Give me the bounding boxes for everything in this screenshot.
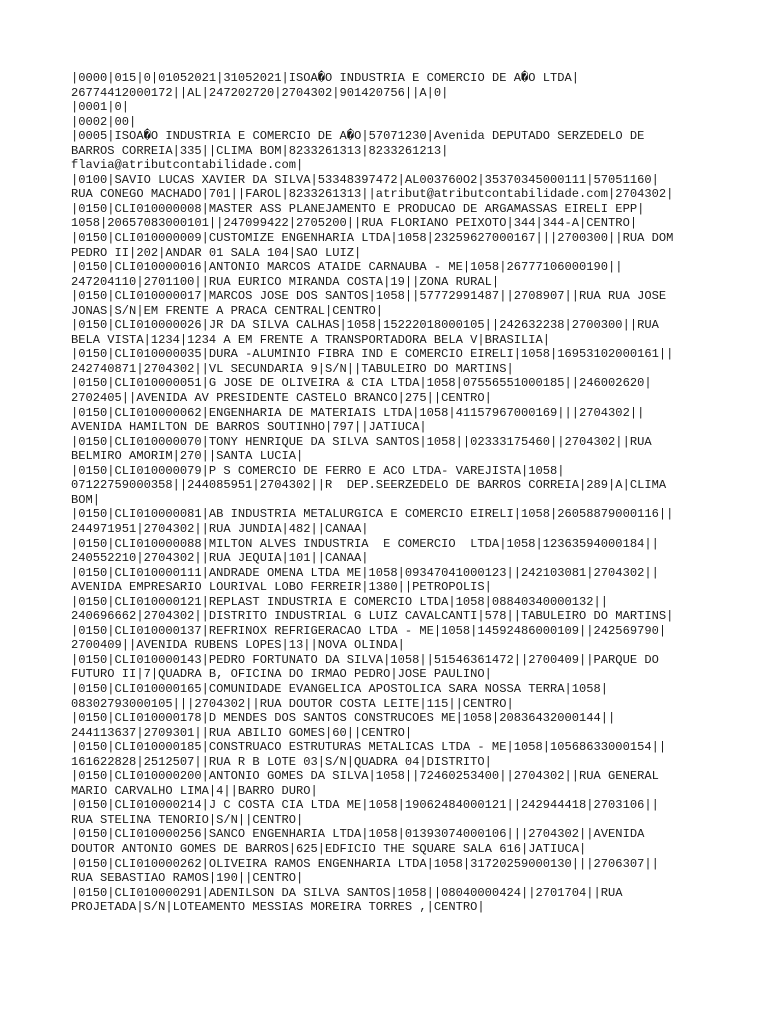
text-line: |0100|SAVIO LUCAS XAVIER DA SILVA|53348397472|AL003760O2|35370345000111|57051160|	[71, 172, 659, 187]
text-line: RUA STELINA TENORIO|S/N||CENTRO|	[71, 812, 304, 827]
text-line: |0150|CLI010000137|REFRINOX REFRIGERACAO LTDA - ME|1058|14592486000109||242569790|	[71, 623, 667, 638]
text-line: |0150|CLI010000009|CUSTOMIZE ENGENHARIA LTDA|1058|23259627000167|||2700300||RUA DOM	[71, 231, 674, 246]
text-line: |0002|00|	[71, 114, 137, 129]
text-line: 08302793000105|||2704302||RUA DOUTOR COSTA LEITE|115||CENTRO|	[71, 696, 514, 711]
text-line: 240696662|2704302||DISTRITO INDUSTRIAL G LUIZ CAVALCANTI|578||TABULEIRO DO MARTINS|	[71, 609, 674, 624]
text-line: |0150|CLI010000185|CONSTRUACO ESTRUTURAS METALICAS LTDA - ME|1058|10568633000154||	[71, 740, 667, 755]
text-line: |0150|CLI010000051|G JOSE DE OLIVEIRA & CIA LTDA|1058|07556551000185||246002620|	[71, 376, 652, 391]
text-line: |0150|CLI010000070|TONY HENRIQUE DA SILVA SANTOS|1058||02333175460||2704302||RUA	[71, 434, 652, 449]
text-line: 244971951|2704302||RUA JUNDIA|482||CANAA|	[71, 521, 369, 536]
text-line: |0150|CLI010000143|PEDRO FORTUNATO DA SILVA|1058||51546361472||2700409||PARQUE DO	[71, 652, 659, 667]
text-line: BELMIRO AMORIM|270||SANTA LUCIA|	[71, 449, 304, 464]
text-line: RUA CONEGO MACHADO|701||FAROL|8233261313||atribut@atributcontabilidade.com|2704302|	[71, 187, 674, 202]
text-line: |0150|CLI010000121|REPLAST INDUSTRIA E COMERCIO LTDA|1058|08840340000132||	[71, 594, 609, 609]
text-line: 244113637|2709301||RUA ABILIO GOMES|60||CENTRO|	[71, 725, 413, 740]
text-line: |0150|CLI010000026|JR DA SILVA CALHAS|1058|15222018000105||242632238|2700300||RUA	[71, 318, 659, 333]
text-line: 1058|20657083000101||247099422|2705200||RUA FLORIANO PEIXOTO|344|344-A|CENTRO|	[71, 216, 638, 231]
text-line: flavia@atributcontabilidade.com|	[71, 158, 304, 173]
text-line: MARIO CARVALHO LIMA|4||BARRO DURO|	[71, 783, 318, 798]
text-line: PROJETADA|S/N|LOTEAMENTO MESSIAS MOREIRA TORRES ,|CENTRO|	[71, 900, 485, 915]
text-line: |0000|015|0|01052021|31052021|ISOA�O INDUSTRIA E COMERCIO DE A�O LTDA|	[71, 71, 580, 85]
text-line: |0150|CLI010000291|ADENILSON DA SILVA SANTOS|1058||08040000424||2701704||RUA	[71, 885, 623, 900]
text-line: |0150|CLI010000111|ANDRADE OMENA LTDA ME|1058|09347041000123||242103081|2704302||	[71, 565, 659, 580]
text-line: BOM|	[71, 492, 101, 507]
text-line: 07122759000358||244085951|2704302||R DEP.SEERZEDELO DE BARROS CORREIA|289|A|CLIMA	[71, 478, 667, 493]
text-line: |0150|CLI010000088|MILTON ALVES INDUSTRIA E COMERCIO LTDA|1058|12363594000184||	[71, 536, 659, 551]
text-line: DOUTOR ANTONIO GOMES DE BARROS|625|EDFICIO THE SQUARE SALA 616|JATIUCA|	[71, 841, 587, 856]
text-line: 247204110|2701100||RUA EURICO MIRANDA COSTA|19||ZONA RURAL|	[71, 274, 500, 289]
text-line: 240552210|2704302||RUA JEQUIA|101||CANAA|	[71, 551, 369, 566]
sped-text-block	[71, 71, 711, 915]
text-line: |0150|CLI010000079|P S COMERCIO DE FERRO E ACO LTDA- VAREJISTA|1058|	[71, 463, 565, 478]
text-line: |0150|CLI010000165|COMUNIDADE EVANGELICA APOSTOLICA SARA NOSSA TERRA|1058|	[71, 681, 609, 696]
text-line: |0150|CLI010000262|OLIVEIRA RAMOS ENGENHARIA LTDA|1058|31720259000130|||2706307||	[71, 856, 659, 871]
text-line: RUA SEBASTIAO RAMOS|190||CENTRO|	[71, 871, 304, 886]
text-line: FUTURO II|7|QUADRA B, OFICINA DO IRMAO PEDRO|JOSE PAULINO|	[71, 667, 492, 682]
text-line: |0150|CLI010000035|DURA -ALUMINIO FIBRA IND E COMERCIO EIRELI|1058|16953102000161||	[71, 347, 674, 362]
text-line: 2700409||AVENIDA RUBENS LOPES|13||NOVA OLINDA|	[71, 638, 405, 653]
text-line: |0150|CLI010000178|D MENDES DOS SANTOS CONSTRUCOES ME|1058|20836432000144||	[71, 711, 616, 726]
text-line: |0005|ISOA�O INDUSTRIA E COMERCIO DE A�O|57071230|Avenida DEPUTADO SERZEDELO DE	[71, 129, 645, 144]
text-line: 2702405||AVENIDA AV PRESIDENTE CASTELO BRANCO|275||CENTRO|	[71, 391, 492, 406]
text-line: AVENIDA HAMILTON DE BARROS SOUTINHO|797||JATIUCA|	[71, 420, 427, 435]
text-line: |0150|CLI010000200|ANTONIO GOMES DA SILVA|1058||72460253400||2704302||RUA GENERAL	[71, 769, 659, 784]
text-line: |0150|CLI010000008|MASTER ASS PLANEJAMENTO E PRODUCAO DE ARGAMASSAS EIRELI EPP|	[71, 201, 645, 216]
text-line: |0150|CLI010000062|ENGENHARIA DE MATERIAIS LTDA|1058|41157967000169|||2704302||	[71, 405, 645, 420]
text-line: 161622828|2512507||RUA R B LOTE 03|S/N|QUADRA 04|DISTRITO|	[71, 754, 492, 769]
text-line: |0150|CLI010000081|AB INDUSTRIA METALURGICA E COMERCIO EIRELI|1058|26058879000116||	[71, 507, 674, 522]
text-line: PEDRO II|202|ANDAR 01 SALA 104|SAO LUIZ|	[71, 245, 362, 260]
text-line: |0001|0|	[71, 100, 130, 115]
text-line: JONAS|S/N|EM FRENTE A PRACA CENTRAL|CENTRO|	[71, 303, 384, 318]
text-line: AVENIDA EMPRESARIO LOURIVAL LOBO FERREIR|1380||PETROPOLIS|	[71, 580, 492, 595]
text-line: |0150|CLI010000214|J C COSTA CIA LTDA ME|1058|19062484000121||242944418|2703106||	[71, 798, 659, 813]
text-line: BELA VISTA|1234|1234 A EM FRENTE A TRANSPORTADORA BELA V|BRASILIA|	[71, 332, 550, 347]
text-line: 242740871|2704302||VL SECUNDARIA 9|S/N||TABULEIRO DO MARTINS|	[71, 361, 514, 376]
text-line: |0150|CLI010000016|ANTONIO MARCOS ATAIDE CARNAUBA - ME|1058|26777106000190||	[71, 260, 623, 275]
text-line: 26774412000172||AL|247202720|2704302|901420756||A|0|	[71, 85, 449, 100]
text-line: |0150|CLI010000256|SANCO ENGENHARIA LTDA|1058|01393074000106|||2704302||AVENIDA	[71, 827, 645, 842]
text-line: |0150|CLI010000017|MARCOS JOSE DOS SANTOS|1058||57772991487||2708907||RUA RUA JOSE	[71, 289, 667, 304]
text-line: BARROS CORREIA|335||CLIMA BOM|8233261313|8233261213|	[71, 143, 449, 158]
